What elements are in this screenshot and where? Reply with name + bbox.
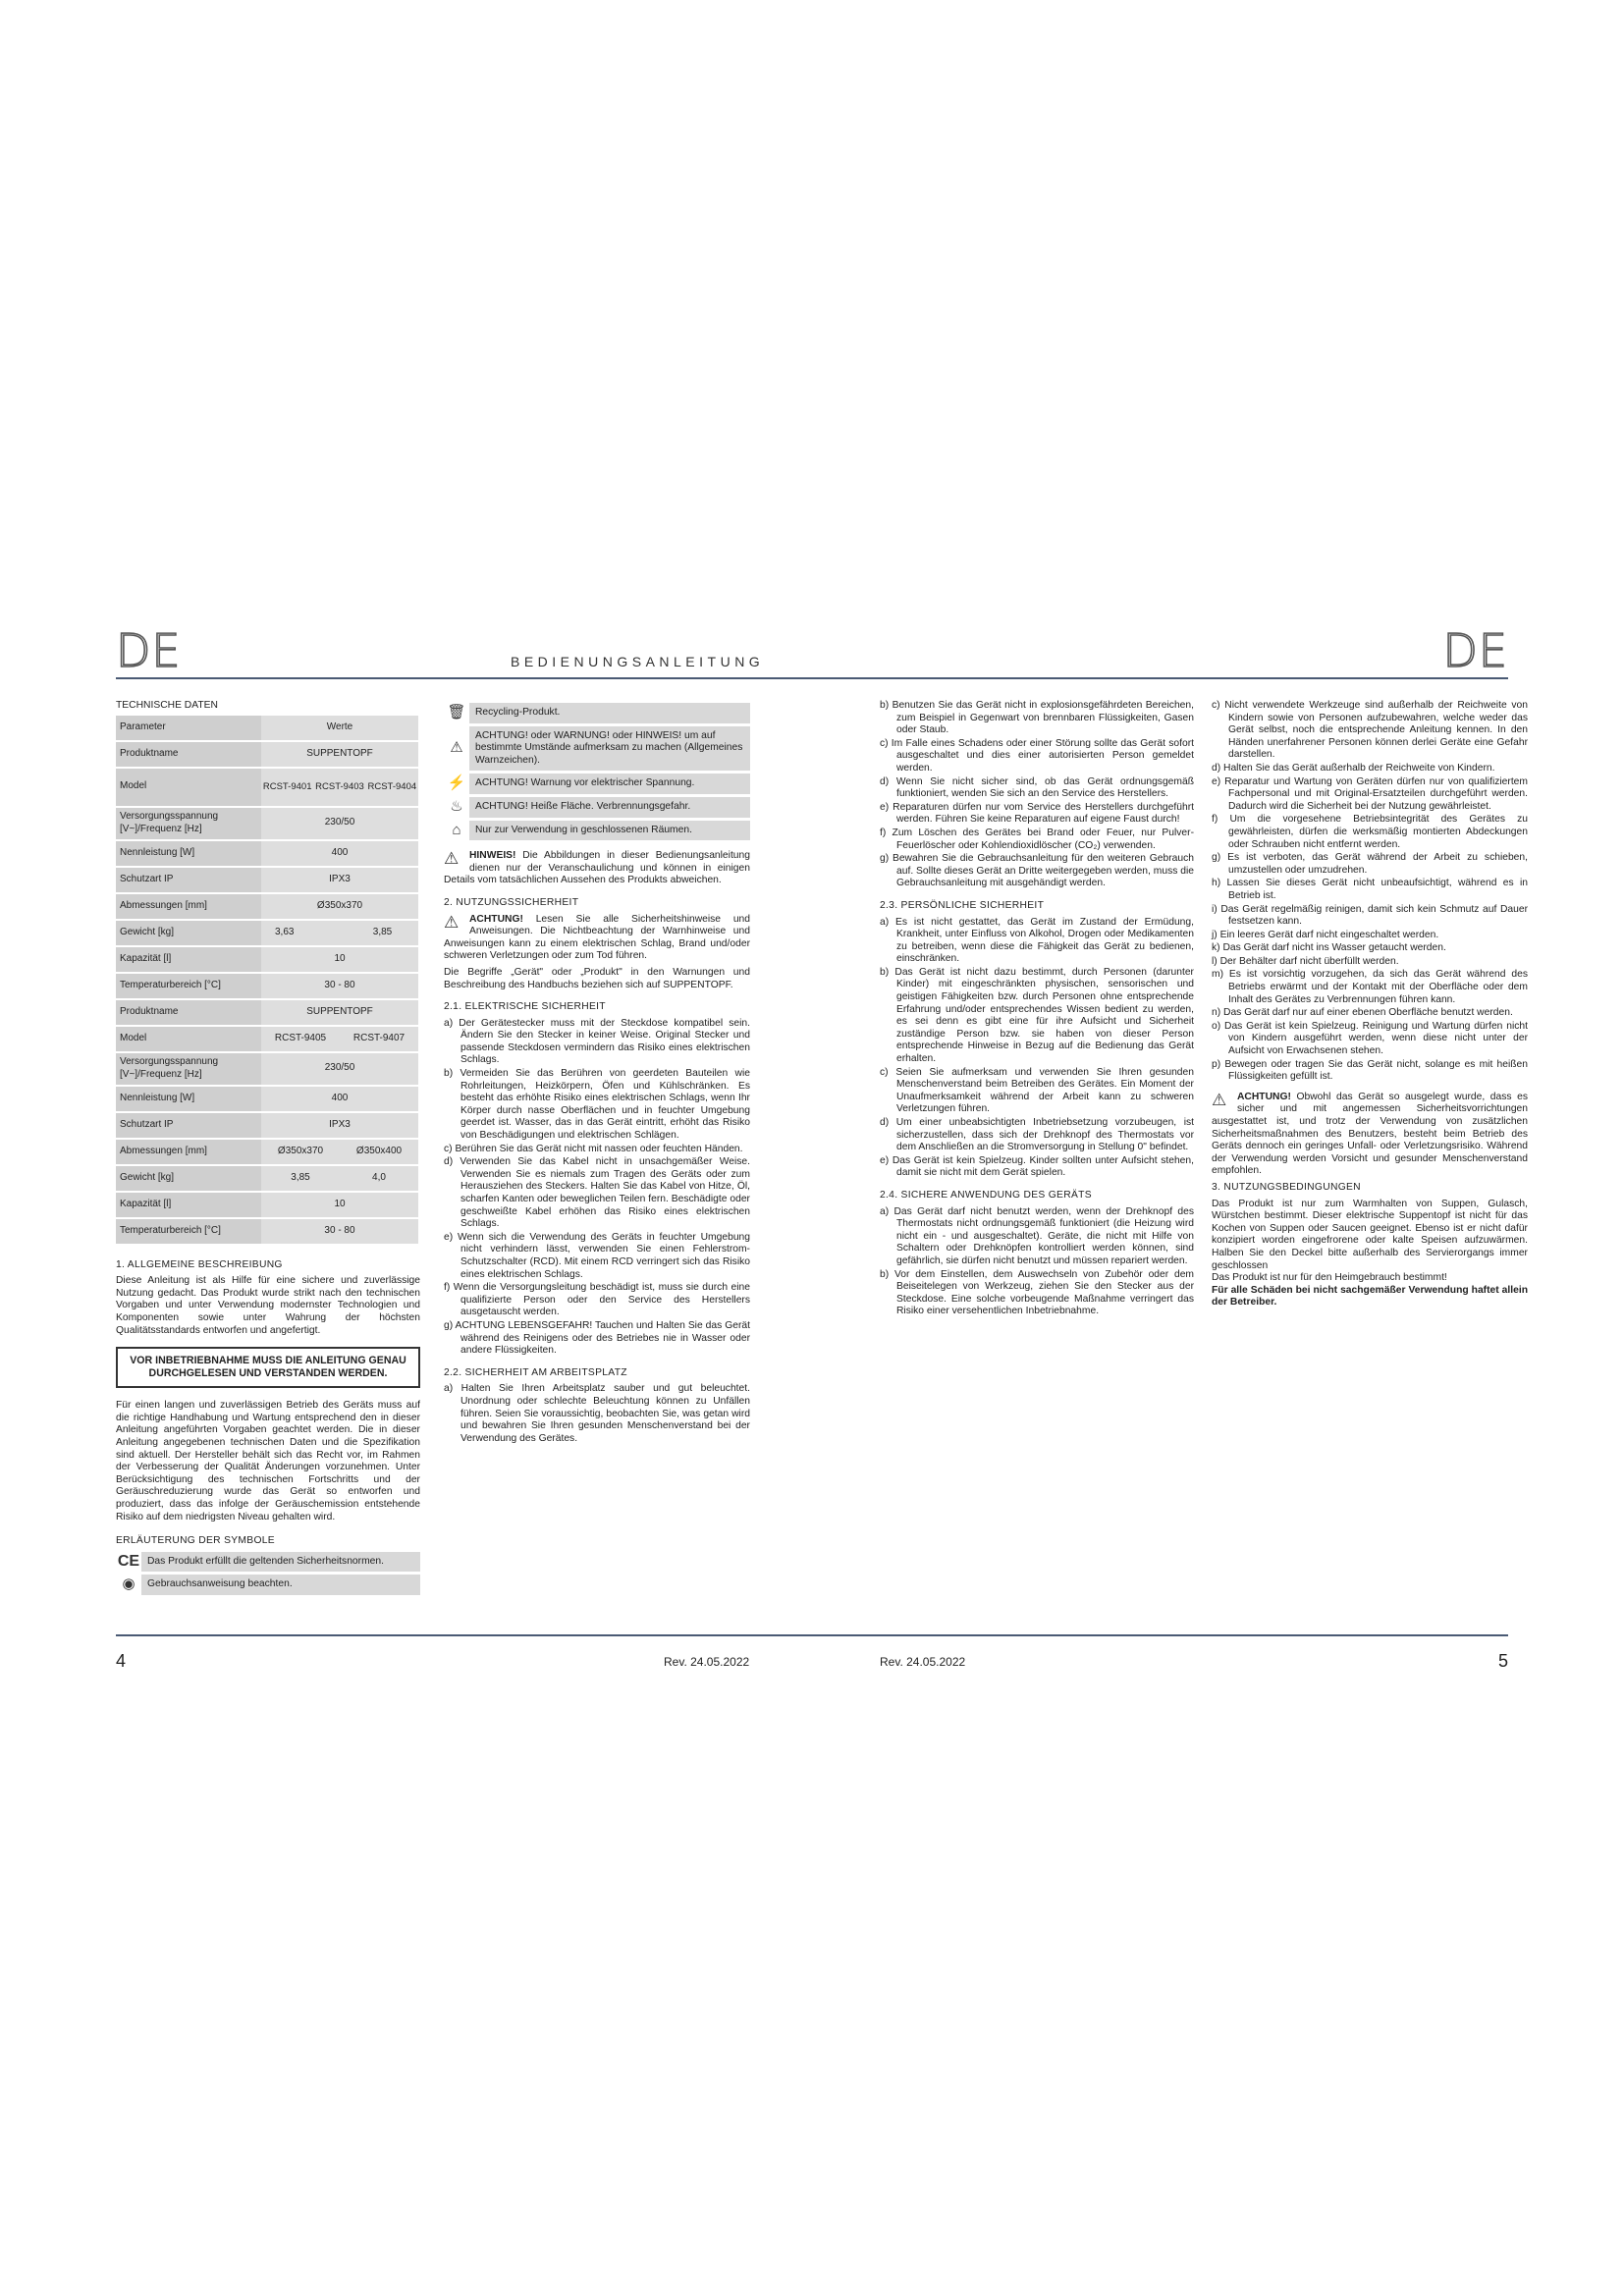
section-title: 2.1. ELEKTRISCHE SICHERHEIT — [444, 1001, 606, 1013]
paragraph: Das Produkt ist nur für den Heimgebrauch bestimmt! — [1212, 1272, 1447, 1284]
column-3 — [880, 700, 1194, 1319]
list-item: b) Das Gerät ist nicht dazu bestimmt, durch Personen (darunter Kinder) mit eingeschränkten physischen, sensorischen und geistigen Fähigkeiten bzw. durch Personen ohne entsprechende Erfahrung und/oder entsprechendes Wissen bedient zu werden, es sei denn es gibt eine für ihre Aufsicht und Sicherheit zuständige Person bzw. sie haben von dieser Person entsprechende Hinweise in Bezug auf die Bedienung das Gerät erhalten. — [880, 966, 1194, 1065]
section-title: 1. ALLGEMEINE BESCHREIBUNG — [116, 1258, 283, 1270]
symbol-row: ◉ Gebrauchsanweisung beachten. — [116, 1575, 420, 1595]
hot-surface-icon: ♨ — [450, 797, 463, 815]
list-item: e) Reparatur und Wartung von Geräten dürfen nur von qualifiziertem Fachpersonal und mit Original-Ersatzteilen durchgeführt werden. Dadurch wird die Sicherheit bei der Nutzung gewährleistet. — [1212, 775, 1528, 812]
list-item: c) Im Falle eines Schadens oder einer Störung sollte das Gerät sofort ausgeschaltet und dies einer autorisierten Person gemeldet werden. — [880, 737, 1194, 774]
list-item: a) Halten Sie Ihren Arbeitsplatz sauber und gut beleuchtet. Unordnung oder schlechte Beleuchtung können zu Unfällen führen. Seien Sie voraussichtig, beobachten Sie, was getan wird und bewahren Sie Ihren gesunden Menschenverstand bei der Verwendung des Gerätes. — [444, 1383, 750, 1444]
page-title: BEDIENUNGSANLEITUNG — [511, 654, 765, 669]
list-item: p) Bewegen oder tragen Sie das Gerät nicht, solange es mit heißen Flüssigkeiten gefüllt ist. — [1212, 1058, 1528, 1083]
column-4 — [1212, 700, 1528, 1313]
table-row: Model RCST-9401 RCST-9403 RCST-9404 — [116, 769, 418, 806]
warning-box: VOR INBETRIEBNAHME MUSS DIE ANLEITUNG GENAU DURCHGELESEN UND VERSTANDEN WERDEN. — [116, 1347, 420, 1388]
section-title: 2.2. SICHERHEIT AM ARBEITSPLATZ — [444, 1366, 627, 1378]
list-item: j) Ein leeres Gerät darf nicht eingeschaltet werden. — [1212, 929, 1439, 940]
header-rule — [116, 677, 1508, 679]
symbol-row: ⚡ ACHTUNG! Warnung vor elektrischer Spannung. — [444, 774, 750, 794]
list-item: b) Benutzen Sie das Gerät nicht in explosionsgefährdeten Bereichen, zum Beispiel in Gegenwart von brennbaren Flüssigkeiten, Gasen oder Staub. — [880, 700, 1194, 736]
table-row: Nennleistung [W] 400 — [116, 1087, 418, 1111]
table-row: Abmessungen [mm] Ø350x370 — [116, 894, 418, 919]
list-item: o) Das Gerät ist kein Spielzeug. Reinigung und Wartung dürfen nicht von Kindern ausgeführt werden, wenn diese nicht unter der Aufsicht von Erwachsenen stehen. — [1212, 1020, 1528, 1057]
paragraph-bold: Für alle Schäden bei nicht sachgemäßer Verwendung haftet allein der Betreiber. — [1212, 1284, 1528, 1308]
column-2 — [444, 703, 750, 1446]
table-row: Gewicht [kg] 3,63 3,85 — [116, 921, 418, 945]
table-row: Model RCST-9405 RCST-9407 — [116, 1027, 418, 1051]
section-title: 2. NUTZUNGSSICHERHEIT — [444, 896, 579, 908]
indoor-house-icon: ⌂ — [452, 821, 461, 838]
revision-left: Rev. 24.05.2022 — [664, 1655, 750, 1669]
page-number-right: 5 — [1497, 1651, 1508, 1671]
table-row: Versorgungsspannung [V~]/Frequenz [Hz] 230/50 — [116, 808, 418, 839]
list-item: a) Der Gerätestecker muss mit der Steckdose kompatibel sein. Ändern Sie den Stecker in keiner Weise. Original Stecker und passende Steckdosen vermindern das Risiko eines elektrischen Schlags. — [444, 1017, 750, 1066]
warning-triangle-icon: ⚠ — [444, 849, 460, 869]
list-item: d) Verwenden Sie das Kabel nicht in unsachgemäßer Weise. Verwenden Sie es niemals zum Tragen des Geräts oder zum Herausziehen des Steckers. Halten Sie das Kabel von Hitze, Öl, scharfen Kanten oder beweglichen Teilen fern. Beschädigte oder geschweißte Kabel erhöhen das Risiko eines elektrischen Schlags. — [444, 1156, 750, 1230]
list-item: b) Vor dem Einstellen, dem Auswechseln von Zubehör oder dem Beiseitelegen von Werkzeug, ziehen Sie den Stecker aus der Steckdose. Eine solche vorbeugende Maßnahme verringert das Risiko einer versehentlichen Inbetriebnahme. — [880, 1268, 1194, 1317]
paragraph: Die Begriffe „Gerät" oder „Produkt" in den Warnungen und Beschreibung des Handbuchs beziehen sich auf SUPPENTOPF. — [444, 966, 750, 990]
paragraph: Diese Anleitung ist als Hilfe für eine sichere und zuverlässige Nutzung gedacht. Das Produkt wurde strikt nach den technischen Vorgaben und unter Verwendung modernster Technologien und Komponenten sowie unter Wahrung der höchsten Qualitätsstandards entworfen und angefertigt. — [116, 1275, 420, 1336]
list-item: g) Bewahren Sie die Gebrauchsanleitung für den weiteren Gebrauch auf. Sollte dieses Gerät an Dritte weitergegeben werden, muss die Gebrauchsanleitung mit ausgehändigt werden. — [880, 853, 1194, 889]
table-row: Abmessungen [mm] Ø350x370 Ø350x400 — [116, 1140, 418, 1164]
list-item: g) ACHTUNG LEBENSGEFAHR! Tauchen und Halten Sie das Gerät während des Reinigens oder des Betriebes nie in Wasser oder andere Flüssigkeiten. — [444, 1319, 750, 1357]
section-title: 3. NUTZUNGSBEDINGUNGEN — [1212, 1181, 1361, 1193]
list-item: h) Lassen Sie dieses Gerät nicht unbeaufsichtigt, während es in Betrieb ist. — [1212, 878, 1528, 901]
tech-data-table — [116, 714, 418, 1246]
ce-mark-icon: CE — [117, 1552, 140, 1570]
table-row: Gewicht [kg] 3,85 4,0 — [116, 1166, 418, 1191]
list-item: f) Wenn die Versorgungsleitung beschädigt ist, muss sie durch eine qualifizierte Person oder den Service des Herstellers ausgetauscht werden. — [444, 1282, 750, 1318]
table-row: Schutzart IP IPX3 — [116, 1113, 418, 1138]
achtung-paragraph: ⚠ ACHTUNG! Obwohl das Gerät so ausgelegt wurde, dass es sicher und mit angemessen Sicherheitsvorrichtungen ausgestattet ist, und trotz der Verwendung von zusätzlichen Sicherheitsmaßnahmen des Benutzers, besteht beim Betrieb des Geräts dennoch ein geringes Unfall- oder Verletzungsrisiko. Während der Verwendung werden Vorsicht und gesunder Menschenverstand empfohlen. — [1212, 1090, 1528, 1177]
recycling-bin-icon: 🗑 — [447, 704, 466, 721]
electric-hazard-icon: ⚡ — [447, 774, 466, 792]
revision-right: Rev. 24.05.2022 — [880, 1655, 966, 1669]
list-item: i) Das Gerät regelmäßig reinigen, damit sich kein Schmutz auf Dauer festsetzen kann. — [1212, 903, 1528, 928]
symbol-row: ♨ ACHTUNG! Heiße Fläche. Verbrennungsgefahr. — [444, 797, 750, 818]
language-mark-right: DE — [1442, 624, 1508, 677]
paragraph: Das Produkt ist nur zum Warmhalten von Suppen, Gulasch, Würstchen bestimmt. Dieser elektrische Suppentopf ist nicht für das Kochen von Suppen oder Saucen geeignet. Ebenso ist er nicht dafür konzipiert worden eingefrorene oder kalte Speisen aufzuwärmen. Halben Sie den Deckel bitte außerhalb des Servierorgangs immer geschlossen — [1212, 1198, 1528, 1271]
list-item: f) Zum Löschen des Gerätes bei Brand oder Feuer, nur Pulver-Feuerlöscher oder Kohlendioxidlöscher (CO₂) verwenden. — [880, 827, 1194, 851]
list-item: e) Wenn sich die Verwendung des Geräts in feuchter Umgebung nicht verhindern lässt, verwenden Sie einen Fehlerstrom-Schutzschalter (RCD). Mit einem RCD verringert sich das Risiko eines elektrischen Schlags. — [444, 1231, 750, 1280]
table-row: Produktname SUPPENTOPF — [116, 1000, 418, 1025]
list-item: d) Halten Sie das Gerät außerhalb der Reichweite von Kindern. — [1212, 762, 1495, 774]
symbol-row: ⚠ ACHTUNG! oder WARNUNG! oder HINWEIS! um auf bestimmte Umstände aufmerksam zu machen (Allgemeines Warnzeichen). — [444, 726, 750, 772]
table-row: Parameter Werte — [116, 716, 418, 740]
list-item: b) Vermeiden Sie das Berühren von geerdeten Bauteilen wie Rohrleitungen, Heizkörpern, Öfen und Kühlschränken. Es besteht das erhöhte Risiko eines elektrischen Schlags, wenn Ihr Körper durch nasse Oberflächen und in feuchter Umgebung geerdet ist. Wasser, das in das Gerät eintritt, erhöht das Risiko von Beschädigungen und elektrischen Schlägen. — [444, 1068, 750, 1142]
page-number-left: 4 — [116, 1651, 127, 1671]
column-1 — [116, 700, 420, 1598]
list-item: d) Wenn Sie nicht sicher sind, ob das Gerät ordnungsgemäß funktioniert, wenden Sie sich an den Service des Herstellers. — [880, 775, 1194, 800]
list-item: l) Der Behälter darf nicht überfüllt werden. — [1212, 955, 1399, 967]
language-mark-left: DE — [116, 624, 182, 677]
tech-data-title: TECHNISCHE DATEN — [116, 700, 218, 711]
table-row: Kapazität [l] 10 — [116, 947, 418, 972]
table-row: Produktname SUPPENTOPF — [116, 742, 418, 767]
list-item: f) Um die vorgesehene Betriebsintegrität des Gerätes zu gewährleisten, dürfen die werksmäßig montierten Abdeckungen oder Schrauben nicht entfernt werden. — [1212, 814, 1528, 850]
list-item: k) Das Gerät darf nicht ins Wasser getaucht werden. — [1212, 942, 1446, 954]
list-item: g) Es ist verboten, das Gerät während der Arbeit zu schieben, umzustellen oder umzudrehen. — [1212, 852, 1528, 876]
list-item: m) Es ist vorsichtig vorzugehen, da sich das Gerät während des Betriebs erwärmt und der Kontakt mit der Oberfläche oder dem Inhalt des Gerätes zu Verbrennungen führen kann. — [1212, 969, 1528, 1005]
list-item: c) Seien Sie aufmerksam und verwenden Sie Ihren gesunden Menschenverstand beim Betreiben des Gerätes. Ein Moment der Unaufmerksamkeit während der Arbeit kann zu schweren Verletzungen führen. — [880, 1066, 1194, 1115]
section-title: 2.4. SICHERE ANWENDUNG DES GERÄTS — [880, 1189, 1092, 1201]
warning-triangle-icon: ⚠ — [444, 912, 460, 932]
list-item: n) Das Gerät darf nur auf einer ebenen Oberfläche benutzt werden. — [1212, 1007, 1513, 1019]
list-item: d) Um einer unbeabsichtigten Inbetriebsetzung vorzubeugen, ist sicherzustellen, dass sich der Drehknopf des Thermostats vor dem Anschließen an die Stromversorgung in Stellung 0" befindet. — [880, 1117, 1194, 1153]
table-row: Nennleistung [W] 400 — [116, 841, 418, 866]
paragraph: Für einen langen und zuverlässigen Betrieb des Geräts muss auf die richtige Handhabung und Wartung entsprechend den in dieser Anleitung angeführten Vorgaben geachtet werden. Die in dieser Anleitung angegebenen technischen Daten und die Spezifikation sind aktuell. Der Hersteller behält sich das Recht vor, im Rahmen der Verbesserung der Qualität Änderungen vorzunehmen. Unter Berücksichtigung des technischen Fortschritts und der Geräuschreduzierung wurde das Gerät so entworfen und produziert, dass das infolge der Geräuschemission entstehende Risiko auf dem niedrigsten Niveau gehalten wird. — [116, 1400, 420, 1522]
section-title: ERLÄUTERUNG DER SYMBOLE — [116, 1535, 275, 1547]
table-row: Versorgungsspannung [V~]/Frequenz [Hz] 230/50 — [116, 1053, 418, 1085]
warning-triangle-icon: ⚠ — [1212, 1090, 1227, 1109]
list-item: e) Das Gerät ist kein Spielzeug. Kinder sollten unter Aufsicht stehen, damit sie nicht mit dem Gerät spielen. — [880, 1154, 1194, 1179]
symbol-row: CE Das Produkt erfüllt die geltenden Sicherheitsnormen. — [116, 1552, 420, 1573]
manual-book-icon: ◉ — [122, 1575, 135, 1593]
list-item: a) Das Gerät darf nicht benutzt werden, wenn der Drehknopf des Thermostats nicht ordnungsgemäß funktioniert (die Heizung wird nicht ein - und ausgeschaltet). Geräte, die nicht mit Hilfe von Schaltern oder Drehknöpfen kontrolliert werden können, sind gefährlich, sie dürfen nicht benutzt und müssen repariert werden. — [880, 1205, 1194, 1266]
achtung-paragraph: ⚠ ACHTUNG! Lesen Sie alle Sicherheitshinweise und Anweisungen. Die Nichtbeachtung der Warnhinweise und Anweisungen kann zu einem elektrischen Schlag, Brand und/oder schweren Verletzungen oder zum Tod führen. — [444, 912, 750, 962]
table-row: Schutzart IP IPX3 — [116, 868, 418, 892]
symbol-row: ⌂ Nur zur Verwendung in geschlossenen Räumen. — [444, 821, 750, 841]
list-item: a) Es ist nicht gestattet, das Gerät im Zustand der Ermüdung, Krankheit, unter Einfluss von Alkohol, Drogen oder Medikamenten zu betreiben, wenn diese die Fähigkeit das Gerät zu bedienen, einschränken. — [880, 916, 1194, 965]
table-row: Temperaturbereich [°C] 30 - 80 — [116, 1219, 418, 1244]
list-item: c) Nicht verwendete Werkzeuge sind außerhalb der Reichweite von Kindern sowie von Personen aufzubewahren, welche weder das Gerät selbst, noch die entsprechende Anleitung kennen. In den Händen unerfahrener Personen können derlei Geräte eine Gefahr darstellen. — [1212, 700, 1528, 761]
list-item: c) Berühren Sie das Gerät nicht mit nassen oder feuchten Händen. — [444, 1143, 743, 1154]
section-title: 2.3. PERSÖNLICHE SICHERHEIT — [880, 899, 1045, 911]
warning-triangle-icon: ⚠ — [450, 739, 463, 757]
table-row: Kapazität [l] 10 — [116, 1193, 418, 1217]
list-item: e) Reparaturen dürfen nur vom Service des Herstellers durchgeführt werden. Führen Sie keine Reparaturen auf eigene Faust durch! — [880, 801, 1194, 826]
hinweis-paragraph: ⚠ HINWEIS! Die Abbildungen in dieser Bedienungsanleitung dienen nur der Veranschaulichung und können in einigen Details vom tatsächlichen Aussehen des Produkts abweichen. — [444, 849, 750, 886]
table-row: Temperaturbereich [°C] 30 - 80 — [116, 974, 418, 998]
footer-rule — [116, 1634, 1508, 1636]
symbol-row: 🗑 Recycling-Produkt. — [444, 703, 750, 723]
